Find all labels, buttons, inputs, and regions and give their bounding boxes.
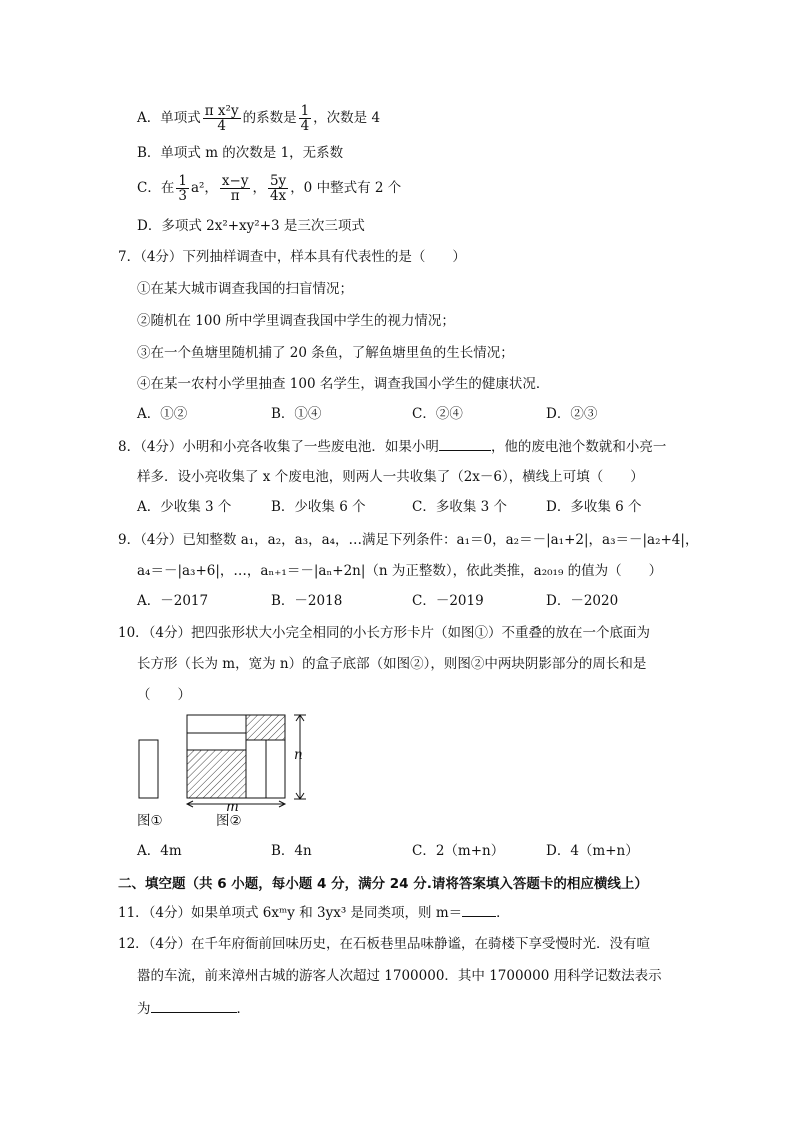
q6-a-frac2-num: 1 xyxy=(300,103,310,119)
q10-fig1-label: 图① xyxy=(137,813,163,829)
q7-item-1: ①在某大城市调查我国的扫盲情况； xyxy=(137,281,353,297)
q6-c-f2 xyxy=(220,174,251,203)
q6-option-c xyxy=(137,174,401,203)
q9-option-c: C．－2019 xyxy=(412,593,484,609)
q8-line-1a: 8．（4分）小明和小亮各收集了一些废电池．如果小明 xyxy=(118,439,439,455)
q10-option-a: A．4m xyxy=(137,843,182,859)
q6-a-prefix: A．单项式 xyxy=(137,110,201,126)
q12-line-3b: ． xyxy=(236,1001,250,1017)
q6-c-f3-num: 5y xyxy=(269,173,287,189)
q6-c-f1-num: 1 xyxy=(178,173,187,189)
q6-c-f2-num: x−y xyxy=(221,173,249,189)
fig2-shade-left xyxy=(187,750,246,798)
q7-item-3: ③在一个鱼塘里随机捕了 20 条鱼，了解鱼塘里鱼的生长情况； xyxy=(137,345,514,361)
q6-c-f1-den: 3 xyxy=(178,188,187,204)
q7-option-b: B．①④ xyxy=(271,406,322,422)
q10-line-3: （ ） xyxy=(137,687,191,703)
q11 xyxy=(118,902,510,923)
q9-option-b: B．－2018 xyxy=(271,593,343,609)
q7-item-2: ②随机在 100 所中学里调查我国中学生的视力情况； xyxy=(137,313,455,329)
q6-a-frac-num: π x²y xyxy=(204,103,239,119)
q10-line-1: 10．（4分）把四张形状大小完全相同的小长方形卡片（如图①）不重叠的放在一个底面为 xyxy=(118,625,651,641)
q6-c-f3 xyxy=(268,174,288,203)
q7-item-4: ④在某一农村小学里抽查 100 名学生，调查我国小学生的健康状况． xyxy=(137,376,550,392)
q6-a-frac2-den: 4 xyxy=(300,118,310,134)
q9-option-d: D．－2020 xyxy=(546,593,619,609)
q12-line-2: 嚣的车流，前来漳州古城的游客人次超过 1700000．其中 1700000 用科学记数法表示 xyxy=(137,968,662,984)
q12-line-3a: 为 xyxy=(137,1001,151,1017)
q6-a-suffix: ，次数是 4 xyxy=(313,110,381,126)
q12-blank xyxy=(151,998,237,1013)
fig2-card-h2 xyxy=(187,733,246,750)
q11-end: ． xyxy=(496,905,510,921)
q9-line-1: 9．（4分）已知整数 a₁，a₂，a₃，a₄，…满足下列条件：a₁＝0，a₂＝－|a₁+2|，a₃＝－|a₂+4|， xyxy=(118,532,699,548)
q6-a-fraction2 xyxy=(299,104,312,133)
q10-option-d: D．4（m+n） xyxy=(546,843,639,859)
q8-option-c: C．多收集 3 个 xyxy=(412,499,508,515)
q12-line-1: 12．（4分）在千年府衙前回味历史，在石板巷里品味静谧，在骑楼下享受慢时光．没有喧 xyxy=(118,936,651,952)
q6-a-fraction xyxy=(203,104,241,133)
q12-line-3 xyxy=(137,998,250,1019)
q9-line-2: a₄＝－|a₃+6|，…，aₙ₊₁＝－|aₙ+2n|（n 为正整数），依此类推，a₂₀₁₉ 的值为（ ） xyxy=(137,563,663,579)
q6-option-d: D．多项式 2x²+xy²+3 是三次三项式 xyxy=(137,218,365,234)
q8-line-1 xyxy=(118,436,666,457)
q10-label-n: n xyxy=(294,747,303,763)
q10-label-m: m xyxy=(226,799,239,815)
q11-text: 11．（4分）如果单项式 6xᵐy 和 3yx³ 是同类项，则 m＝ xyxy=(118,905,463,921)
fig2-card-v2 xyxy=(266,740,285,798)
q6-option-b: B．单项式 m 的次数是 1，无系数 xyxy=(137,145,344,161)
q8-blank xyxy=(439,436,491,451)
q7-option-d: D．②③ xyxy=(546,406,598,422)
q8-option-d: D．多收集 6 个 xyxy=(546,499,642,515)
q7-option-c: C．②④ xyxy=(412,406,463,422)
q8-option-b: B．少收集 6 个 xyxy=(271,499,366,515)
q6-c-prefix: C．在 xyxy=(137,180,175,196)
q11-blank xyxy=(462,902,496,917)
q10-line-2: 长方形（长为 m，宽为 n）的盒子底部（如图②），则图②中两块阴影部分的周长和是 xyxy=(137,656,647,672)
q6-a-mid: 的系数是 xyxy=(242,110,297,126)
q6-c-f1 xyxy=(176,174,189,203)
q10-option-c: C．2（m+n） xyxy=(412,843,505,859)
fig2-card-v1 xyxy=(246,740,266,798)
q8-line-1b: ，他的废电池个数就和小亮一 xyxy=(490,439,667,455)
q6-c-a2: a²， xyxy=(190,180,218,196)
q6-a-frac-den: 4 xyxy=(217,118,226,134)
q8-line-2: 样多．设小亮收集了 x 个废电池，则两人一共收集了（2x－6），横线上可填（ ） xyxy=(137,469,644,485)
q8-option-a: A．少收集 3 个 xyxy=(137,499,232,515)
q7-option-a: A．①② xyxy=(137,406,188,422)
q6-c-f2-den: π xyxy=(230,188,240,204)
fig2-shade-right xyxy=(246,715,285,740)
q6-c-suffix: ，0 中整式有 2 个 xyxy=(290,180,402,196)
q6-option-a xyxy=(137,104,380,133)
fig2-box xyxy=(187,715,285,798)
fig2-card-h1 xyxy=(187,715,246,733)
q9-option-a: A．－2017 xyxy=(137,593,209,609)
fig1-card xyxy=(139,740,158,798)
q6-c-sep: ， xyxy=(252,180,266,196)
q10-option-b: B．4n xyxy=(271,843,312,859)
q6-c-f3-den: 4x xyxy=(269,188,287,204)
q7-stem: 7．（4分）下列抽样调查中，样本具有代表性的是（ ） xyxy=(118,249,466,265)
q10-fig2-label: 图② xyxy=(216,813,242,829)
section-2-heading: 二、填空题（共 6 小题，每小题 4 分，满分 24 分.请将答案填入答题卡的相应横线上） xyxy=(118,876,648,892)
